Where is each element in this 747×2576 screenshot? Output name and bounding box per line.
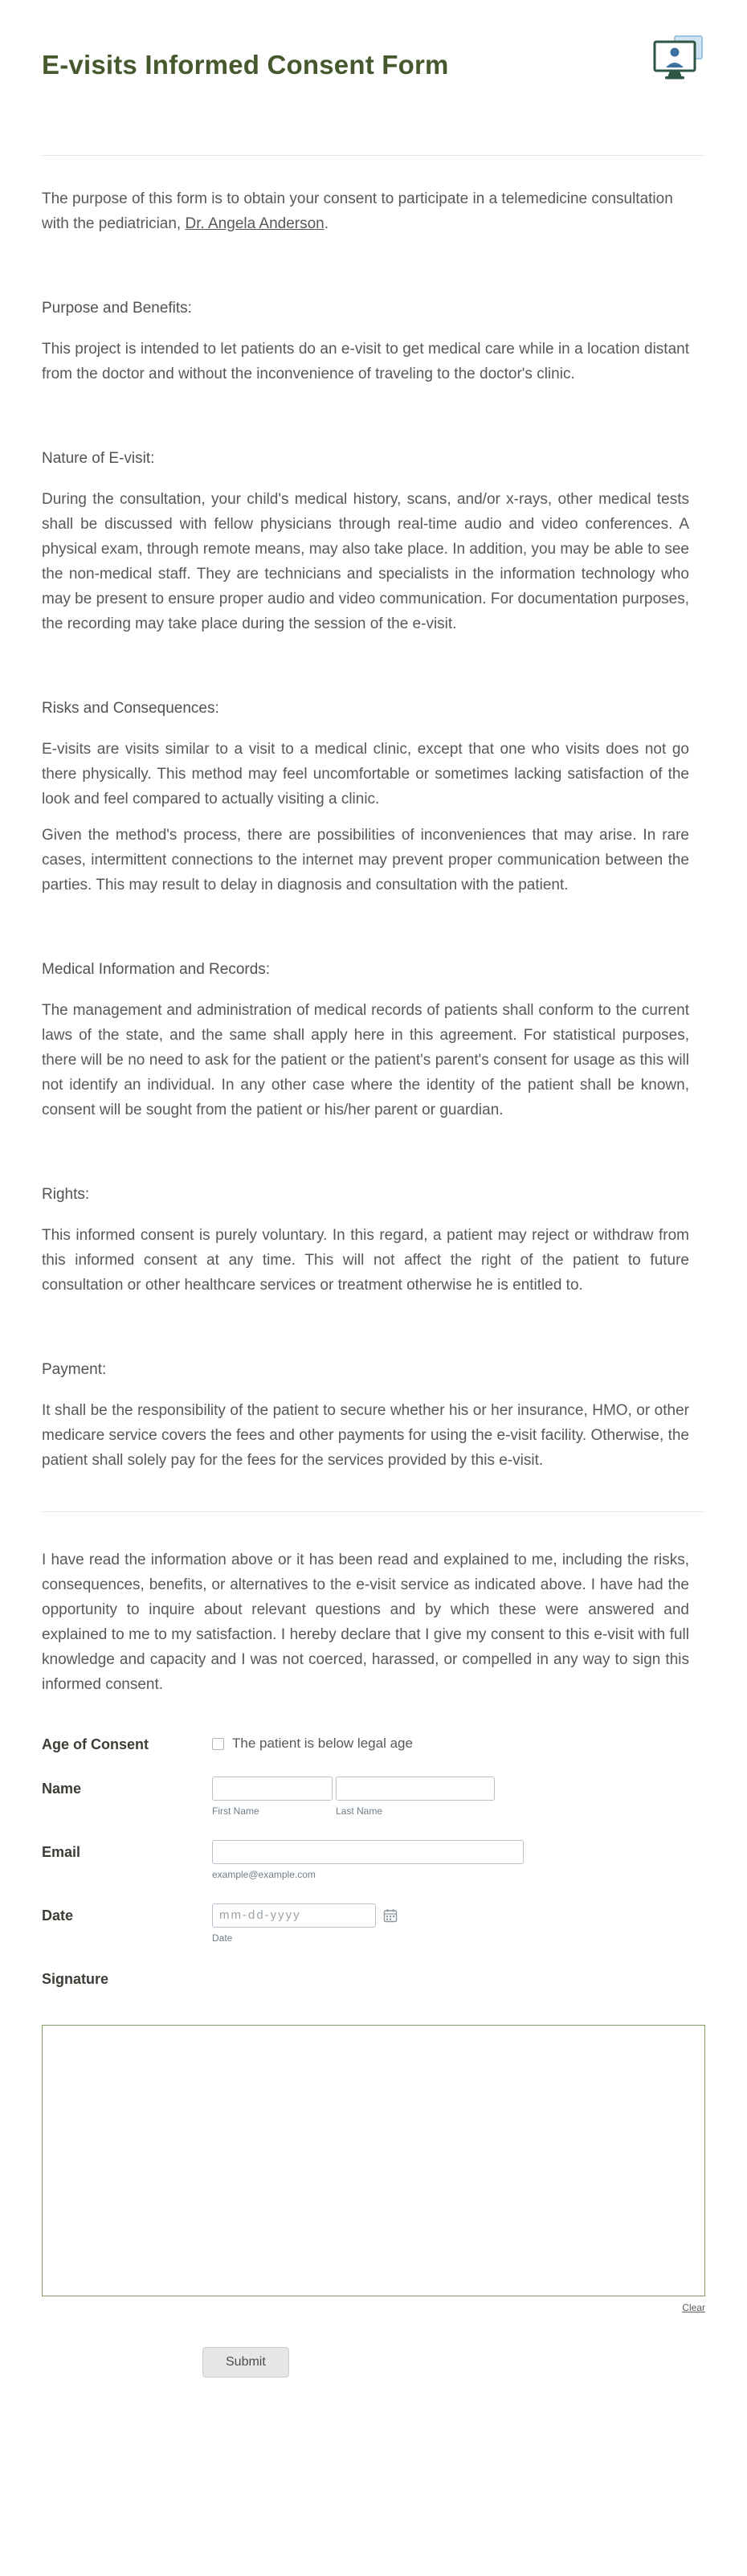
section-paragraph: Given the method's process, there are possibilities of inconveniences that may arise. In rare cases, intermittent connections to the internet may prevent proper communication between the parties. This may result to delay in diagnosis and consultation with the patient.: [42, 827, 689, 893]
email-sublabel: example@example.com: [212, 1868, 316, 1880]
header-divider: [42, 155, 705, 156]
age-of-consent-label: Age of Consent: [42, 1736, 149, 1752]
submit-button[interactable]: Submit: [202, 2347, 289, 2378]
signature-label: Signature: [42, 1970, 109, 1987]
below-legal-age-checkbox-label: The patient is below legal age: [232, 1736, 413, 1751]
calendar-icon[interactable]: [383, 1908, 398, 1923]
section-purpose-and-benefits: [42, 296, 705, 386]
field-age-of-consent: [42, 1732, 705, 1754]
below-legal-age-checkbox[interactable]: [212, 1738, 224, 1750]
date-label: Date: [42, 1907, 74, 1924]
field-email: [42, 1840, 705, 1881]
email-input[interactable]: [212, 1840, 524, 1864]
first-name-input[interactable]: [212, 1777, 333, 1801]
section-rights: [42, 1182, 705, 1298]
signature-pad[interactable]: [42, 2025, 705, 2296]
telemedicine-monitor-icon: [652, 35, 705, 88]
section-paragraph: E-visits are visits similar to a visit to a medical clinic, except that one who visits does not go there physically. This method may feel uncomfortable or sometimes lacking satisfaction of the look and feel compared to actually visiting a clinic.: [42, 741, 689, 808]
section-risks-and-consequences: [42, 696, 705, 898]
intro-text-end: .: [324, 215, 329, 232]
date-input[interactable]: [212, 1903, 376, 1928]
section-heading: Nature of E-visit:: [42, 450, 155, 467]
signature-clear-link[interactable]: Clear: [682, 2301, 705, 2313]
field-signature: [42, 1967, 705, 1988]
section-paragraph: It shall be the responsibility of the patient to secure whether his or her insurance, HMO, or other medicare service covers the fees and other payments for using the e-visit facility. Otherwise, the patient shall solely pay for the fees for the services provided by this e-visit.: [42, 1402, 689, 1469]
name-label: Name: [42, 1780, 82, 1797]
section-paragraph: This project is intended to let patients do an e-visit to get medical care while in a location distant from the doctor and without the inconvenience of traveling to the doctor's clinic.: [42, 341, 689, 382]
intro-text: The purpose of this form is to obtain your consent to participate in a telemedicine consultation with the pediatrician,: [42, 190, 673, 232]
intro-paragraph: [42, 186, 689, 236]
doctor-link[interactable]: Dr. Angela Anderson: [185, 215, 325, 232]
consent-form-fields: [42, 1732, 705, 2378]
form-header: [42, 31, 705, 88]
agreement-divider: [42, 1511, 705, 1512]
section-heading: Rights:: [42, 1186, 90, 1203]
below-legal-age-option[interactable]: [212, 1732, 413, 1752]
section-paragraph: During the consultation, your child's medical history, scans, and/or x-rays, other medical tests shall be discussed with fellow physicians through real-time audio and video conferences. A physical exam, through remote means, may also take place. In addition, you may be able to see the non-medical staff. They are technicians and specialists in the information technology who may be present to ensure proper audio and video communication. For documentation purposes, the recording may take place during the session of the e-visit.: [42, 491, 689, 632]
field-name: [42, 1777, 705, 1818]
section-heading: Risks and Consequences:: [42, 700, 219, 717]
section-paragraph: The management and administration of medical records of patients shall conform to the current laws of the state, and the same shall apply here in this agreement. For statistical purposes, there will be no need to ask for the patient or the patient's parent's consent for usage as this will not identify an individual. In any other case where the identity of the patient shall be known, consent will be sought from the patient or his/her parent or guardian.: [42, 1002, 689, 1118]
first-name-sublabel: First Name: [212, 1805, 259, 1817]
section-heading: Purpose and Benefits:: [42, 300, 192, 317]
section-nature-of-evisit: [42, 446, 705, 636]
last-name-input[interactable]: [336, 1777, 495, 1801]
section-payment: [42, 1357, 705, 1473]
last-name-sublabel: Last Name: [336, 1805, 383, 1817]
section-heading: Medical Information and Records:: [42, 961, 271, 978]
section-heading: Payment:: [42, 1361, 107, 1378]
section-medical-information: [42, 957, 705, 1122]
email-label: Email: [42, 1843, 81, 1860]
section-paragraph: This informed consent is purely voluntary. In this regard, a patient may reject or withdraw from this informed consent at any time. This will not affect the right of the patient to future consultation or other healthcare services or treatment otherwise he is entitled to.: [42, 1227, 689, 1294]
agreement-paragraph: I have read the information above or it has been read and explained to me, including the risks, consequences, benefits, or alternatives to the e-visit service as indicated above. I have had the opportunity to inquire about relevant questions and by which these were answered and explained to me to my satisfaction. I hereby declare that I give my consent to this e-visit with full knowledge and capacity and I was not coerced, harassed, or compelled in any way to sign this informed consent.: [42, 1552, 689, 1693]
field-date: [42, 1903, 705, 1944]
page-title: E-visits Informed Consent Form: [42, 50, 449, 80]
date-sublabel: Date: [212, 1932, 233, 1944]
